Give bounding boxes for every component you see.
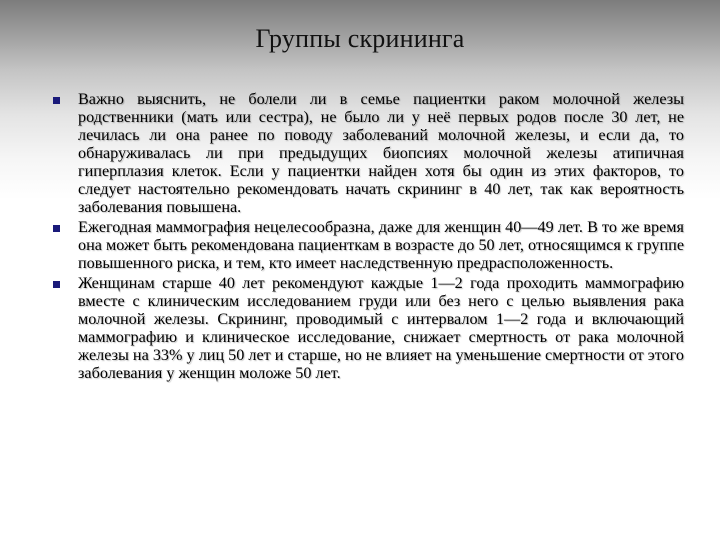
bullet-text: Важно выяснить, не болели ли в семье пациентки раком молочной железы родственники (мать или сестра), не было ли у неё первых родов после 30 лет, не лечилась ли она ранее по поводу заболеваний молочной железы, и если да, то обнаруживалась ли при предыдущих биопсиях молочной железы атипичная гиперплазия клеток. Если у пациентки найден хотя бы один из этих факторов, то следует настоятельно рекомендовать начать скрининг в 40 лет, так как вероятность заболевания повышена. <box>78 90 684 216</box>
square-bullet-icon <box>53 281 60 288</box>
bullet-item-family-history <box>48 90 684 216</box>
bullet-item-women-over-40 <box>48 274 684 382</box>
slide-title: Группы скрининга <box>255 24 465 53</box>
square-bullet-icon <box>53 225 60 232</box>
square-bullet-icon <box>53 97 60 104</box>
bullet-text: Ежегодная маммография нецелесообразна, даже для женщин 40—49 лет. В то же время она может быть рекомендована пациенткам в возрасте до 50 лет, относящимся к группе повышенного риска, и тем, кто имеет наследственную предрасположенность. <box>78 218 684 272</box>
bullet-list <box>48 90 684 384</box>
bullet-text: Женщинам старше 40 лет рекомендуют каждые 1—2 года проходить маммографию вместе с клиническим исследованием груди или без него с целью выявления рака молочной железы. Скрининг, проводимый с интервалом 1—2 года и включающий маммографию и клиническое исследование, снижает смертность от рака молочной железы на 33% у лиц 50 лет и старше, но не влияет на уменьшение смертности от этого заболевания у женщин моложе 50 лет. <box>78 274 684 382</box>
bullet-item-annual-mammography <box>48 218 684 272</box>
